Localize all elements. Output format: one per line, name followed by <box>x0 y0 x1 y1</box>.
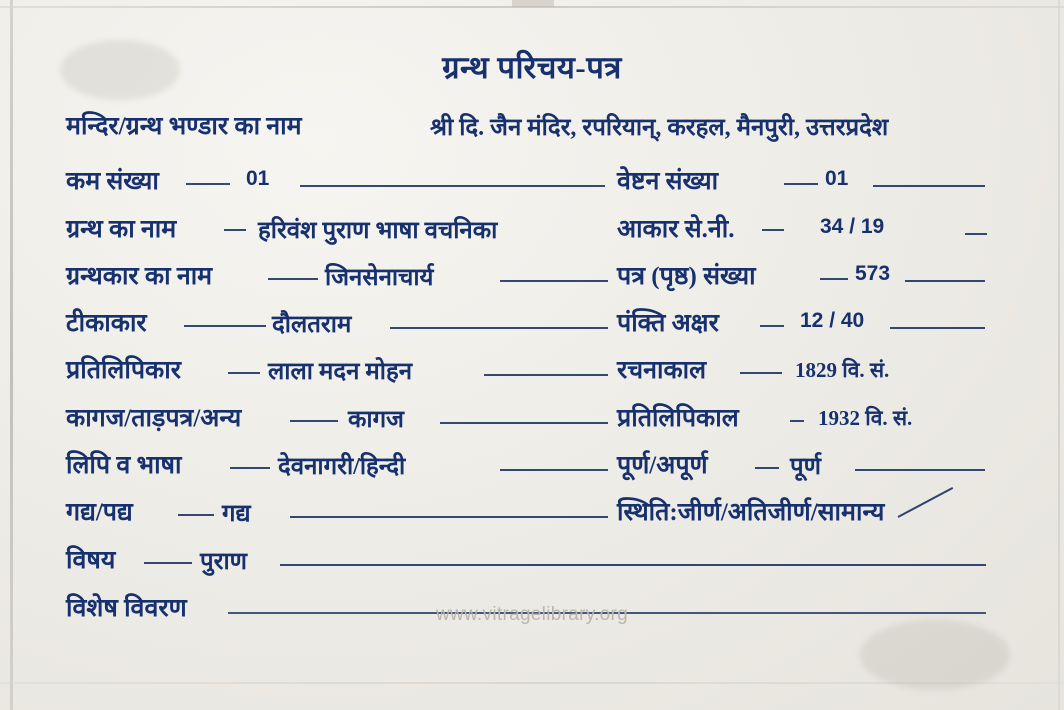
rule-segment <box>184 325 266 327</box>
field-label-vishesh-vivaran: विशेष विवरण <box>66 595 187 622</box>
field-label-kagaj-tadpatra: कागज/ताड़पत्र/अन्य <box>66 405 242 432</box>
field-row-3 <box>0 258 1064 298</box>
field-value-pankti-akshar: 12 / 40 <box>800 309 865 332</box>
field-label-lipi-bhasha: लिपि व भाषा <box>66 452 182 479</box>
field-value-purna-apurna: पूर्ण <box>790 454 821 480</box>
rule-segment <box>268 278 318 280</box>
field-label-rachnakal: रचनाकाल <box>617 357 707 384</box>
field-label-pratilipikar: प्रतिलिपिकार <box>66 357 181 384</box>
rule-segment <box>186 183 230 185</box>
field-label-vishay: विषय <box>66 547 116 574</box>
field-label-krama-sankhya: कम संख्या <box>66 168 159 195</box>
field-row-6 <box>0 400 1064 440</box>
paper-edge-top <box>0 6 1064 8</box>
field-row-4 <box>0 305 1064 345</box>
field-label-aakar: आकार से.नी. <box>617 216 735 243</box>
rule-segment <box>873 185 985 187</box>
field-label-sthiti: स्थिति:जीर्ण/अतिजीर्ण/सामान्य <box>617 499 885 526</box>
field-label-granth-name: ग्रन्थ का नाम <box>66 216 177 243</box>
field-row-2 <box>0 211 1064 251</box>
field-label-tikakar: टीकाकार <box>66 310 147 337</box>
field-value-aakar: 34 / 19 <box>820 215 885 238</box>
field-value-temple-name: श्री दि. जैन मंदिर, रपरियान्, करहल, मैनपुरी, उत्तरप्रदेश <box>430 115 889 141</box>
field-value-veshtan-sankhya: 01 <box>825 167 849 190</box>
field-label-granthkar-name: ग्रन्थकार का नाम <box>66 263 213 290</box>
rule-segment <box>300 185 605 187</box>
field-label-pankti-akshar: पंक्ति अक्षर <box>617 310 719 337</box>
field-label-veshtan-sankhya: वेष्टन संख्या <box>617 168 719 195</box>
field-label-gadya-padya: गद्य/पद्य <box>66 499 133 526</box>
rule-segment <box>762 229 784 231</box>
rule-segment <box>905 280 985 282</box>
rule-segment <box>230 467 270 469</box>
field-value-gadya-padya: गद्य <box>222 501 251 527</box>
field-row-temple-name <box>0 108 1064 148</box>
rule-segment <box>280 564 986 566</box>
field-value-pratilipikar: लाला मदन मोहन <box>268 359 413 385</box>
rule-segment <box>224 229 246 231</box>
rule-segment <box>500 469 608 471</box>
field-label-pratilipikal: प्रतिलिपिकाल <box>617 405 739 432</box>
paper-smudge <box>860 620 1010 690</box>
field-label-purna-apurna: पूर्ण/अपूर्ण <box>617 452 708 479</box>
rule-segment <box>760 325 784 327</box>
rule-segment <box>290 516 608 518</box>
rule-segment <box>755 467 779 469</box>
rule-segment <box>784 183 818 185</box>
rule-segment <box>390 327 608 329</box>
rule-segment <box>965 233 987 235</box>
rule-segment <box>228 372 260 374</box>
field-row-1 <box>0 163 1064 203</box>
field-row-8 <box>0 494 1064 534</box>
field-value-patra-sankhya: 573 <box>855 262 891 285</box>
handwritten-strike-mark <box>898 487 954 518</box>
rule-segment <box>820 278 848 280</box>
field-value-granth-name: हरिवंश पुराण भाषा वचनिका <box>258 218 498 244</box>
rule-segment <box>484 374 608 376</box>
rule-segment <box>855 469 985 471</box>
rule-segment <box>144 562 192 564</box>
field-value-lipi-bhasha: देवनागरी/हिन्दी <box>278 454 406 480</box>
field-row-7 <box>0 447 1064 487</box>
rule-segment <box>790 420 804 422</box>
page-title: ग्रन्थ परिचय-पत्र <box>442 50 622 85</box>
field-value-rachnakal: 1829 वि. सं. <box>795 358 890 382</box>
rule-segment <box>500 280 608 282</box>
field-value-kagaj: कागज <box>348 407 404 433</box>
field-row-9 <box>0 542 1064 582</box>
field-value-vishay: पुराण <box>200 549 248 575</box>
rule-segment <box>290 420 338 422</box>
rule-segment <box>440 422 608 424</box>
field-label-patra-sankhya: पत्र (पृष्ठ) संख्या <box>617 263 756 290</box>
field-value-pratilipikal: 1932 वि. सं. <box>818 406 913 430</box>
rule-segment <box>740 372 782 374</box>
field-value-tikakar: दौलतराम <box>272 312 352 338</box>
field-value-granthkar-name: जिनसेनाचार्य <box>325 265 434 291</box>
field-value-krama-sankhya: 01 <box>246 167 270 190</box>
watermark: www.vitragelibrary.org <box>435 604 629 625</box>
rule-segment <box>178 514 214 516</box>
field-row-5 <box>0 352 1064 392</box>
rule-segment <box>890 327 985 329</box>
field-label-temple-name: मन्दिर/ग्रन्थ भण्डार का नाम <box>66 113 302 140</box>
